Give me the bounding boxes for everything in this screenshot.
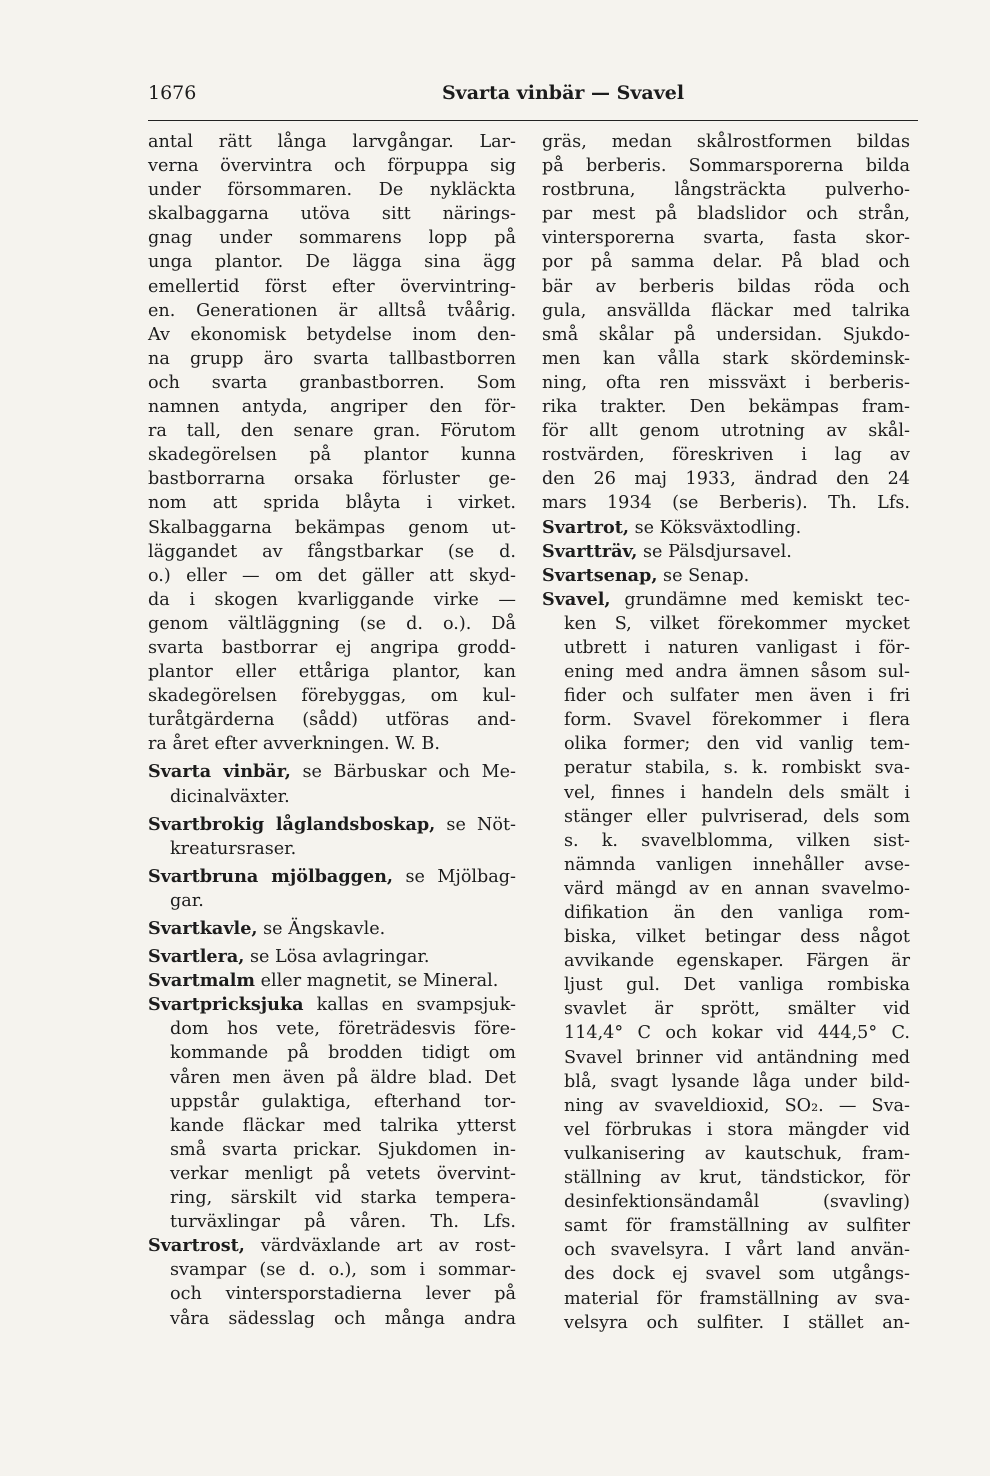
text-line bbox=[148, 865, 516, 889]
text-line: desinfektionsändamål (svavling) bbox=[564, 1192, 910, 1213]
text-line: vel förbrukas i stora mängder vid bbox=[564, 1119, 910, 1140]
entry-text: se Lösa avlagringar. bbox=[244, 947, 430, 968]
text-line: bär av berberis bildas röda och bbox=[542, 276, 910, 297]
entry-headword: Svavel, bbox=[542, 588, 611, 610]
text-line: skadegörelsen förebyggas, om kul- bbox=[148, 686, 516, 707]
text-line: svampar (se d. o.), som i sommar- bbox=[170, 1260, 516, 1281]
text-line: verkar menligt på vetets övervint- bbox=[170, 1163, 516, 1184]
entry-headword: Svartlera, bbox=[148, 946, 245, 968]
right-column bbox=[542, 130, 910, 1335]
text-line bbox=[148, 993, 516, 1017]
text-line: men kan vålla stark skördeminsk- bbox=[542, 348, 910, 369]
entry-headword: Svartmalm bbox=[148, 970, 256, 992]
text-line: skadegörelsen på plantor kunna bbox=[148, 445, 516, 466]
text-line: våren men även på äldre blad. Det bbox=[170, 1067, 516, 1088]
text-line: skalbaggarna utöva sitt närings- bbox=[148, 204, 516, 225]
text-line: stänger eller pulvriserad, dels som bbox=[564, 806, 910, 827]
entry-text: se Bärbuskar och Me- bbox=[290, 762, 516, 783]
text-line: blå, svagt lysande låga under bild- bbox=[564, 1071, 910, 1092]
running-title: Svarta vinbär — Svavel bbox=[441, 82, 685, 104]
text-line: uppstår gulaktiga, efterhand tor- bbox=[170, 1091, 516, 1112]
entry-headword: Svartbrokig låglandsboskap, bbox=[148, 813, 436, 835]
text-line: ra tall, den senare gran. Förutom bbox=[148, 421, 516, 442]
text-line bbox=[148, 760, 516, 784]
text-line: plantor eller ettåriga plantor, kan bbox=[148, 662, 516, 683]
text-line: och vintersporstadierna lever på bbox=[170, 1284, 516, 1305]
entry-headword: Svartkavle, bbox=[148, 918, 258, 939]
text-line: den 26 maj 1933, ändrad den 24 bbox=[542, 469, 910, 490]
text-line: utbrett i naturen vanligast i för- bbox=[564, 637, 910, 658]
entry-headword: Svarta vinbär, bbox=[148, 761, 291, 783]
text-line: små skålar på undersidan. Sjukdo- bbox=[542, 324, 910, 345]
text-line: rostvärden, föreskriven i lag av bbox=[542, 445, 910, 466]
text-line: antal rätt långa larvgångar. Lar- bbox=[148, 132, 516, 152]
text-line: svavlet är sprött, smälter vid bbox=[564, 999, 910, 1020]
text-line: vulkanisering av kautschuk, fram- bbox=[564, 1143, 910, 1164]
entry-text: se Köksväxtodling. bbox=[628, 517, 802, 538]
text-line bbox=[148, 813, 516, 837]
text-line: för allt genom utrotning av skål- bbox=[542, 421, 910, 442]
text-line: des dock ej svavel som utgångs- bbox=[564, 1264, 910, 1285]
text-line: form. Svavel förekommer i flera bbox=[564, 710, 910, 731]
text-line: och svavelsyra. I vårt land använ- bbox=[564, 1240, 910, 1261]
text-line: värd mängd av en annan svavelmo- bbox=[564, 878, 910, 899]
text-line: ening med andra ämnen såsom sul- bbox=[564, 662, 910, 683]
text-line: Skalbaggarna bekämpas genom ut- bbox=[148, 517, 516, 538]
text-line: material för framställning av sva- bbox=[564, 1288, 910, 1309]
text-line: unga plantor. De lägga sina ägg bbox=[148, 252, 516, 273]
text-line: ken S, vilket förekommer mycket bbox=[564, 613, 910, 634]
text-line: 114,4° C och kokar vid 444,5° C. bbox=[564, 1023, 910, 1044]
text-line: kande fläckar med talrika ytterst bbox=[170, 1115, 516, 1136]
text-line: våra sädesslag och många andra bbox=[170, 1308, 516, 1329]
entry-text: se Mjölbag- bbox=[393, 866, 516, 887]
text-line: gula, ansvällda fläckar med talrika bbox=[542, 300, 910, 321]
entry-headword: Svartrot, bbox=[542, 516, 629, 538]
text-line: emellertid först efter övervintring- bbox=[148, 276, 516, 297]
text-line: små svarta prickar. Sjukdomen in- bbox=[170, 1139, 516, 1160]
entry-text: se Ängskavle. bbox=[257, 919, 386, 939]
text-line bbox=[148, 1234, 516, 1258]
page-number: 1676 bbox=[148, 82, 197, 104]
text-line: na grupp äro svarta tallbastborren bbox=[148, 348, 516, 369]
text-line: da i skogen kvarliggande virke — bbox=[148, 589, 516, 610]
text-line: vintersporerna svarta, fasta skor- bbox=[542, 228, 910, 249]
text-line: ljust gul. Det vanliga rombiska bbox=[564, 975, 910, 996]
text-line: gar. bbox=[170, 890, 204, 911]
text-line: biska, vilket betingar dess något bbox=[564, 927, 910, 948]
text-line: samt för framställning av sulfiter bbox=[564, 1216, 910, 1237]
text-line: Svavel brinner vid antändning med bbox=[564, 1047, 910, 1068]
text-line: vel, finnes i handeln dels smält i bbox=[564, 782, 910, 803]
text-line: por på samma delar. På blad och bbox=[542, 252, 910, 273]
text-line: avvikande egenskaper. Färgen är bbox=[564, 951, 910, 972]
entry-text: kallas en svampsjuk- bbox=[303, 995, 516, 1016]
text-line: ställning av krut, tändstickor, för bbox=[564, 1168, 910, 1189]
page-header bbox=[148, 82, 918, 112]
text-line: fider och sulfater men även i fri bbox=[564, 686, 910, 707]
entry-text: se Senap. bbox=[657, 565, 750, 586]
text-line: nämnda vanligen innehåller avse- bbox=[564, 854, 910, 875]
text-line: gräs, medan skålrostformen bildas bbox=[542, 132, 910, 152]
text-line: ra året efter avverkningen. W. B. bbox=[148, 734, 440, 755]
text-line: Av ekonomisk betydelse inom den- bbox=[148, 324, 516, 345]
entry-headword: Svartsenap, bbox=[542, 564, 658, 586]
text-line bbox=[148, 917, 516, 941]
text-line: kommande på brodden tidigt om bbox=[170, 1043, 516, 1064]
text-line: difikation än den vanliga rom- bbox=[564, 903, 910, 923]
text-line bbox=[542, 540, 910, 564]
text-line: på berberis. Sommarsporerna bilda bbox=[542, 156, 910, 177]
text-line: under försommaren. De nykläckta bbox=[148, 180, 516, 201]
header-rule bbox=[148, 120, 918, 121]
text-line: läggandet av fångstbarkar (se d. bbox=[148, 541, 516, 562]
text-line: par mest på bladslidor och strån, bbox=[542, 204, 910, 225]
entry-text: värdväxlande art av rost- bbox=[244, 1236, 516, 1257]
text-line: kreatursraser. bbox=[170, 838, 297, 859]
text-line: och svarta granbastborren. Som bbox=[148, 372, 516, 393]
text-line: mars 1934 (se Berberis). Th. Lfs. bbox=[542, 493, 910, 514]
text-line: svarta bastborrar ej angripa grodd- bbox=[148, 637, 516, 658]
text-line bbox=[148, 969, 516, 993]
text-line: s. k. svavelblomma, vilken sist- bbox=[564, 830, 910, 851]
entry-text: eller magnetit, se Mineral. bbox=[255, 971, 499, 992]
text-line: ning av svaveldioxid, SO₂. — Sva- bbox=[564, 1095, 910, 1116]
text-line: olika former; den vid vanlig tem- bbox=[564, 734, 910, 755]
text-line: namnen antyda, angriper den för- bbox=[148, 397, 516, 418]
text-line: en. Generationen är alltså tvåårig. bbox=[148, 300, 516, 321]
text-line: o.) eller — om det gäller att skyd- bbox=[148, 565, 516, 586]
entry-headword: Svartrost, bbox=[148, 1235, 245, 1257]
entry-text: se Pälsdjursavel. bbox=[637, 541, 792, 562]
text-line: peratur stabila, s. k. rombiskt sva- bbox=[564, 758, 910, 779]
entry-headword: Svartträv, bbox=[542, 540, 638, 562]
text-line: verna övervintra och förpuppa sig bbox=[148, 156, 516, 177]
text-line: ring, särskilt vid starka tempera- bbox=[170, 1188, 516, 1209]
entry-text: se Nöt- bbox=[435, 814, 516, 835]
text-line: ning, ofta ren missväxt i berberis- bbox=[542, 372, 910, 393]
text-line: gnag under sommarens lopp på bbox=[148, 228, 516, 249]
text-line bbox=[542, 564, 910, 588]
text-line: bastborrarna orsaka förluster ge- bbox=[148, 469, 516, 490]
entry-text: grundämne med kemiskt tec- bbox=[610, 589, 910, 610]
text-line: turväxlingar på våren. Th. Lfs. bbox=[170, 1212, 516, 1233]
text-line: velsyra och sulfiter. I stället an- bbox=[564, 1312, 910, 1333]
text-line: rika trakter. Den bekämpas fram- bbox=[542, 397, 910, 418]
text-line: rostbruna, långsträckta pulverho- bbox=[542, 180, 910, 201]
text-line bbox=[542, 588, 910, 612]
left-column bbox=[148, 130, 516, 1331]
text-line: genom vältläggning (se d. o.). Då bbox=[148, 613, 516, 634]
text-line: turåtgärderna (sådd) utföras and- bbox=[148, 710, 516, 731]
text-line: dom hos vete, företrädesvis före- bbox=[170, 1019, 516, 1040]
text-line: dicinalväxter. bbox=[170, 786, 290, 807]
text-line: nom att sprida blåyta i virket. bbox=[148, 493, 516, 514]
entry-headword: Svartbruna mjölbaggen, bbox=[148, 865, 394, 887]
text-line bbox=[148, 945, 516, 969]
text-line bbox=[542, 516, 910, 540]
entry-headword: Svartpricksjuka bbox=[148, 994, 304, 1016]
